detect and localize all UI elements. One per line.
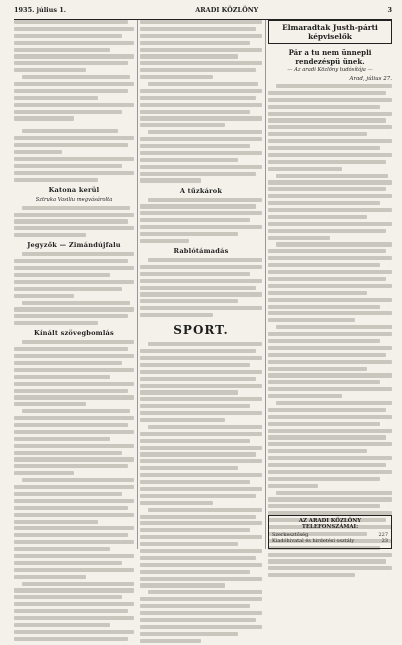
- telephone-label: Szerkesztőség: [272, 532, 309, 538]
- telephone-label: Kiadóhivatal és hirdetési osztály: [272, 538, 355, 544]
- correspondent-line: — Az aradi Közlöny tudósítója —: [287, 67, 373, 73]
- headline-box: [268, 20, 392, 44]
- subheadline: Pár a tu nem ünnepli rendezéspü ünek.: [288, 48, 372, 66]
- sport-section-title: SPORT.: [173, 323, 229, 338]
- article-subheading: Sztruka Vasiliu megvásárolta: [35, 196, 113, 203]
- dateline: Arad, július 27.: [349, 76, 392, 82]
- article-heading: Kínált szövegbomlás: [34, 329, 114, 338]
- telephone-row: [272, 538, 388, 544]
- column-3: [268, 20, 392, 580]
- headline: Elmaradtak Justh-párti képviselők: [282, 23, 378, 41]
- column-1: [14, 20, 134, 644]
- article-heading: Rablótámadás: [173, 247, 229, 256]
- newspaper-title: ARADI KÖZLÖNY: [195, 6, 259, 14]
- telephone-number: 227: [378, 532, 388, 538]
- column-divider: [137, 20, 138, 549]
- article-heading: Katona kerül: [48, 185, 100, 194]
- column-2: [140, 20, 262, 645]
- telephone-number: 23: [381, 538, 388, 544]
- article-heading: A tűzkárok: [179, 186, 223, 195]
- page-header: [14, 6, 392, 20]
- page-number: 3: [387, 6, 392, 14]
- header-date: 1935. július 1.: [14, 6, 67, 14]
- column-divider: [265, 20, 266, 549]
- telephone-box: [268, 515, 392, 549]
- telephone-box-title: AZ ARADI KÖZLÖNY TELEFONSZÁMAI:: [298, 518, 362, 530]
- article-heading: Jegyzők — Zimándújfalu: [27, 241, 121, 250]
